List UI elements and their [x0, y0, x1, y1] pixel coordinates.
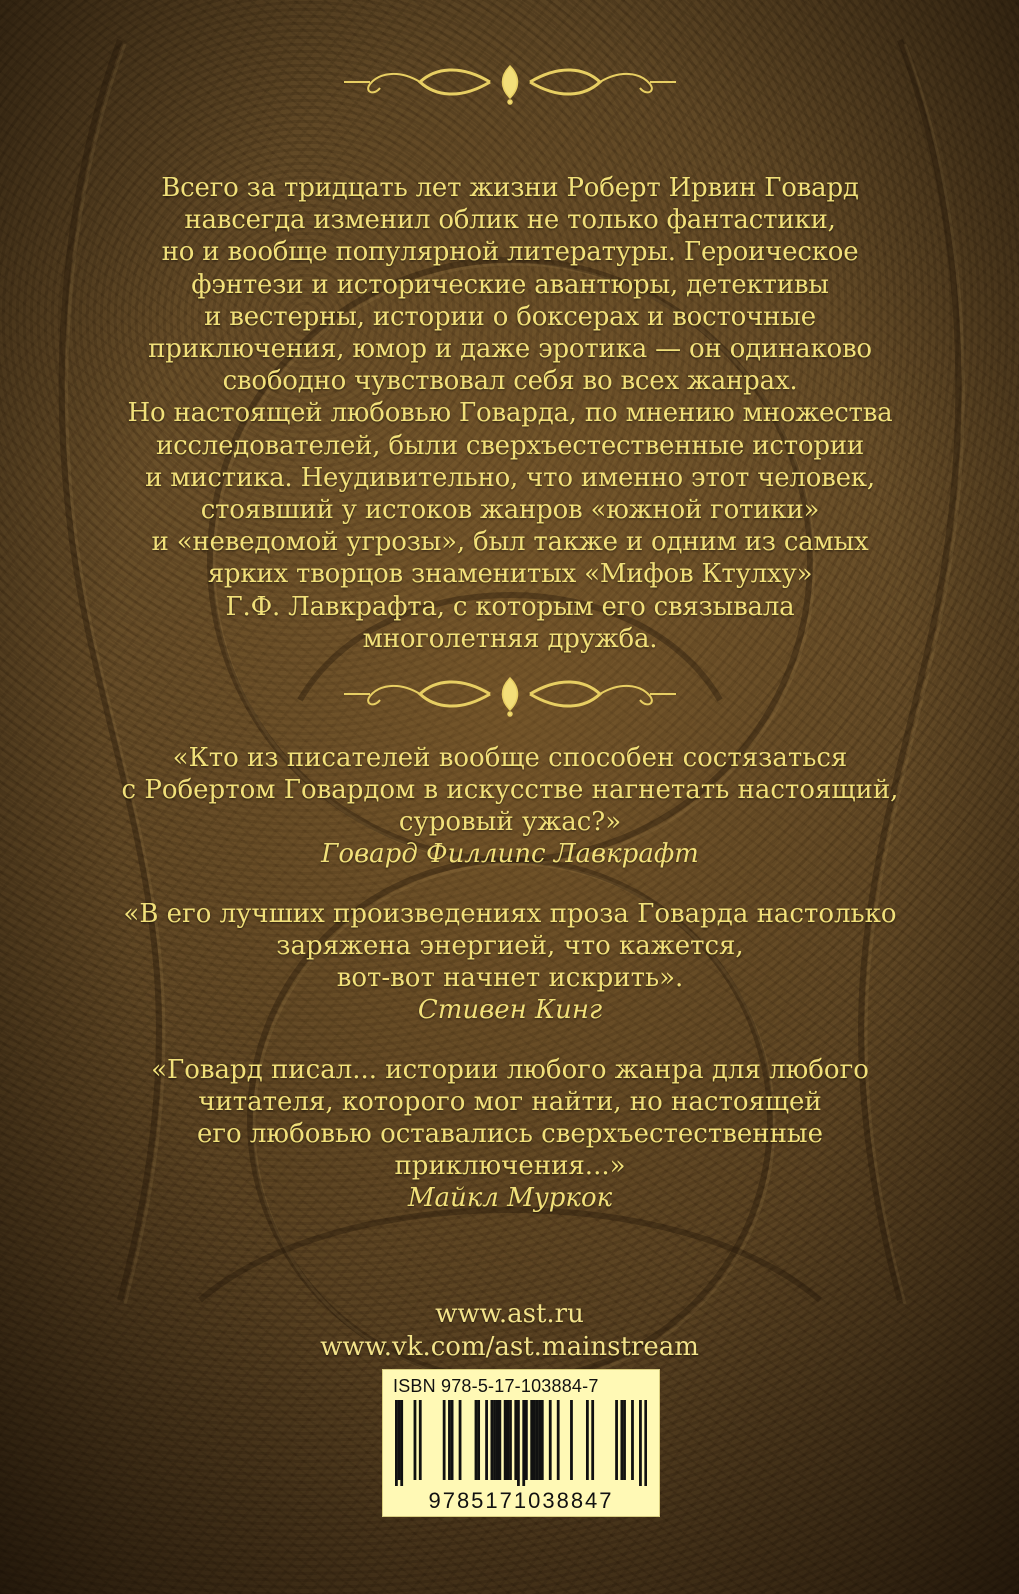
barcode-bar [506, 1400, 509, 1480]
vk-link[interactable]: www.vk.com/ast.mainstream [320, 1332, 699, 1362]
barcode-bar [570, 1400, 573, 1480]
barcode-bar [620, 1400, 623, 1480]
praise-quotes [60, 742, 960, 1242]
barcode-bar [400, 1400, 403, 1486]
description-line: и вестерны, истории о боксерах и восточные [204, 301, 816, 332]
barcode-bar [451, 1400, 454, 1480]
quote-line: заряжена энергией, что кажется, [276, 931, 744, 961]
description-line: многолетняя дружба. [362, 623, 658, 654]
barcode-digits: 9785171038847 [428, 1488, 614, 1513]
barcode-bar [459, 1400, 462, 1480]
quote-line: читателя, которого мог найти, но настоящей [198, 1087, 822, 1117]
barcode-bar [591, 1400, 594, 1480]
barcode-bar [498, 1400, 501, 1480]
quote-line: с Робертом Говардом в искусстве нагнетать настоящий, [121, 775, 899, 805]
barcode-bar [443, 1400, 446, 1480]
author-description [110, 172, 910, 655]
barcode-bar [525, 1400, 528, 1480]
barcode-bar [395, 1400, 398, 1486]
barcode-bar [398, 1400, 401, 1480]
quote-line: «Кто из писателей вообще способен состязаться [172, 743, 848, 773]
quote-line: приключения...» [394, 1151, 626, 1181]
barcode-bar [639, 1400, 642, 1486]
isbn-barcode [382, 1369, 660, 1517]
description-line: но и вообще популярной литературы. Героическое [161, 237, 859, 268]
barcode-bar [485, 1400, 488, 1480]
barcode-bar [414, 1400, 417, 1480]
barcode-bar [538, 1400, 541, 1480]
description-line: Но настоящей любовью Говарда, по мнению множества [127, 398, 893, 429]
barcode-bar [496, 1400, 499, 1480]
quote-author: Майкл Муркок [407, 1183, 613, 1213]
quote-author: Говард Филлипс Лавкрафт [321, 839, 699, 869]
barcode-bar [514, 1400, 517, 1480]
barcode-bars [395, 1400, 647, 1486]
description-line: Всего за тридцать лет жизни Роберт Ирвин Говард [161, 173, 859, 203]
barcode-bar [623, 1400, 626, 1480]
quote-block [60, 1054, 960, 1214]
barcode-bar [615, 1400, 618, 1480]
description-line: стоявший у истоков жанров «южной готики» [200, 495, 820, 526]
barcode-bar [530, 1400, 533, 1480]
isbn-label: ISBN 978-5-17-103884-7 [393, 1376, 599, 1396]
barcode-bar [644, 1400, 647, 1486]
barcode-bar [522, 1400, 525, 1486]
description-line: исследователей, были сверхъестественные истории [155, 430, 865, 461]
barcode-bar [419, 1400, 422, 1480]
quote-line: «Говард писал... истории любого жанра для любого [151, 1055, 869, 1085]
publisher-links [0, 1298, 1019, 1364]
description-line: навсегда изменил облик не только фантастики, [184, 205, 836, 236]
description-line: приключения, юмор и даже эротика — он одинаково [148, 334, 872, 365]
barcode-bar [631, 1400, 634, 1480]
barcode-bar [517, 1400, 520, 1486]
quote-line: его любовью оставались сверхъестественные [196, 1119, 823, 1149]
barcode-bar [533, 1400, 536, 1480]
quote-line: «В его лучших произведениях проза Говарда настолько [123, 899, 897, 929]
flourish-divider-icon [340, 58, 680, 106]
description-line: фэнтези и исторические авантюры, детективы [191, 269, 829, 300]
barcode-bar [541, 1400, 544, 1480]
description-line: свободно чувствовал себя во всех жанрах. [222, 366, 798, 397]
quote-line: суровый ужас?» [398, 807, 622, 837]
description-line: ярких творцов знаменитых «Мифов Ктулху» [207, 559, 813, 590]
quote-line: вот-вот начнет искрить». [336, 963, 684, 993]
barcode-bar [536, 1400, 539, 1480]
barcode-bar [493, 1400, 496, 1480]
barcode-bar [448, 1400, 451, 1480]
website-link[interactable]: www.ast.ru [435, 1299, 584, 1329]
quote-block [60, 898, 960, 1026]
barcode-bar [504, 1400, 507, 1480]
description-line: и мистика. Неудивительно, что именно этот человек, [145, 462, 875, 493]
description-line: и «неведомой угрозы», был также и одним из самых [151, 527, 869, 558]
barcode-bar [477, 1400, 480, 1480]
quote-block [60, 742, 960, 870]
barcode-bar [557, 1400, 560, 1480]
barcode-bar [475, 1400, 478, 1480]
quote-author: Стивен Кинг [417, 995, 603, 1025]
barcode-bar [490, 1400, 493, 1480]
flourish-divider-icon [340, 670, 680, 718]
barcode-bar [549, 1400, 552, 1480]
barcode-bar [586, 1400, 589, 1480]
description-line: Г.Ф. Лавкрафта, с которым его связывала [225, 591, 795, 622]
barcode-bar [509, 1400, 512, 1480]
